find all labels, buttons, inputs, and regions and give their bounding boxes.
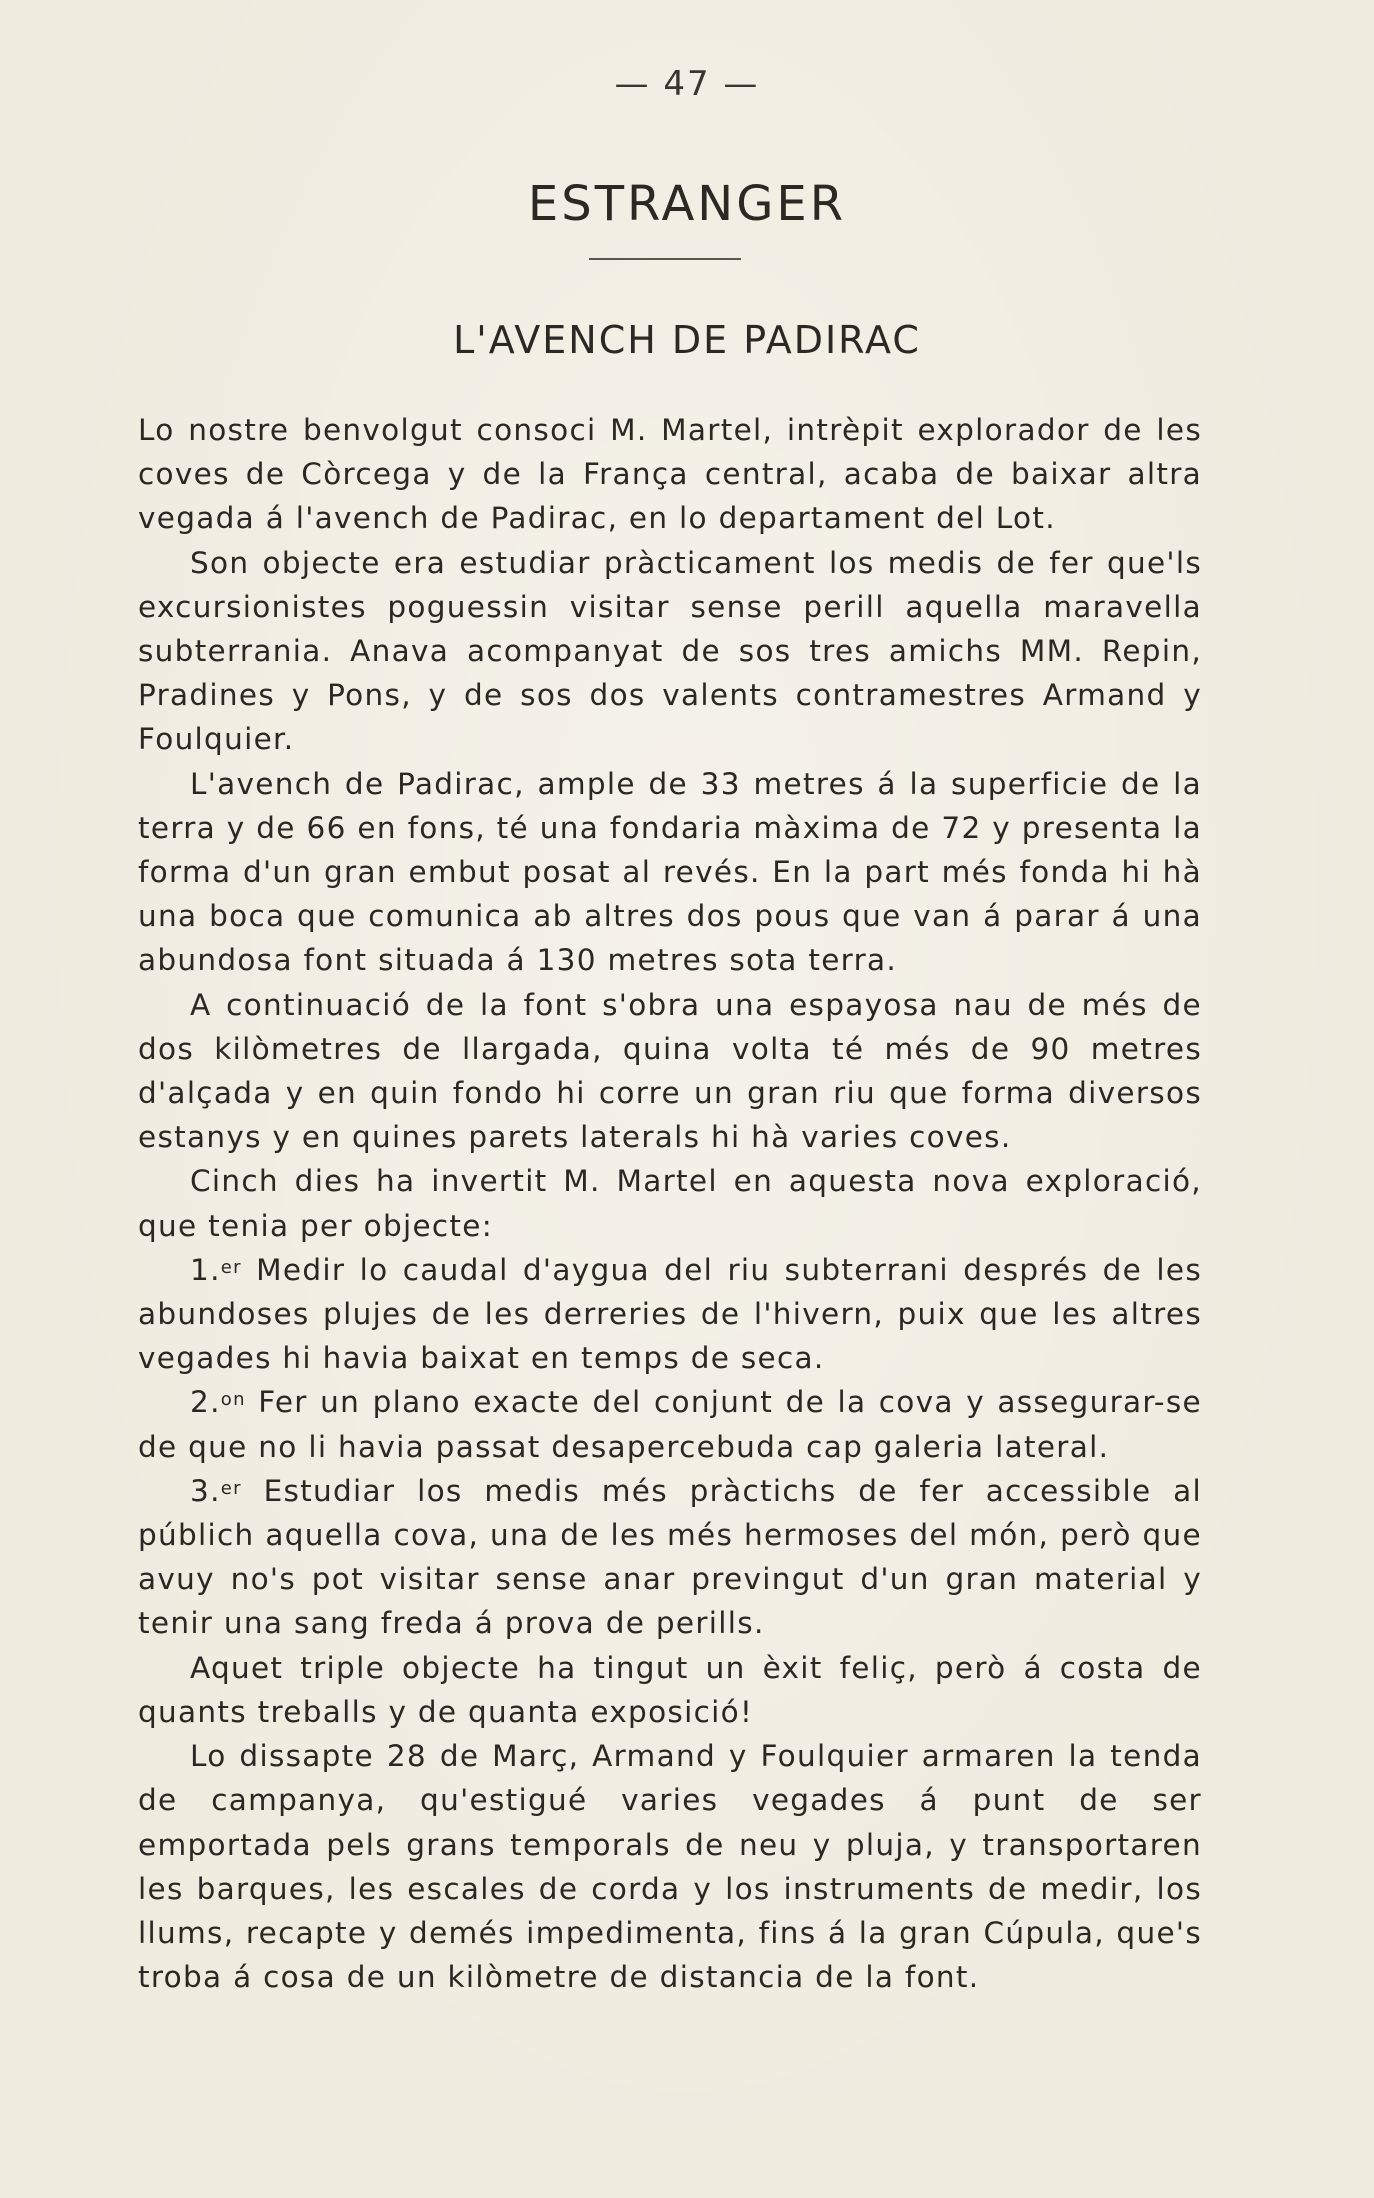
list-item-text: Fer un plano exacte del conjunt de la cova y assegurar-se de que no li havia passat desapercebuda cap galeria lateral. [138, 1385, 1202, 1464]
article-title: L'AVENCH DE PADIRAC [453, 318, 921, 362]
divider-rule [589, 258, 741, 260]
paragraph-1: Lo nostre benvolgut consoci M. Martel, intrèpit explorador de les coves de Còrcega y de la França central, acaba de baixar altra vegada á l'avench de Padirac, en lo departament del Lot. [138, 413, 1202, 536]
paragraph-3: L'avench de Padirac, ample de 33 metres á la superficie de la terra y de 66 en fons, té una fondaria màxima de 72 y presenta la forma d'un gran embut posat al revés. En la part més fonda hi hà una boca que comunica ab altres dos pous que van á parar á una abundosa font situada á 130 metres sota terra. [138, 766, 1202, 978]
paragraph-2: Son objecte era estudiar pràcticament los medis de fer que'ls excursionistes poguessin visitar sense perill aquella maravella subterrania. Anava acompanyat de sos tres amichs MM. Repin, Pradines y Pons, y de sos dos valents contramestres Armand y Foulquier. [138, 545, 1202, 757]
article-body [138, 408, 1202, 1999]
paragraph-5: Cinch dies ha invertit M. Martel en aquesta nova exploració, que tenia per objecte: [138, 1164, 1202, 1243]
list-item-number: 3.$^{er}$ [190, 1473, 242, 1508]
list-item-3 [138, 1469, 1202, 1646]
list-item-text: Estudiar los medis més pràctichs de fer accessible al públich aquella cova, una de les més hermoses del món, però que avuy no's pot visitar sense anar previngut d'un gran material y tenir una sang freda á prova de perills. [138, 1473, 1202, 1641]
section-heading: ESTRANGER [527, 176, 847, 232]
page-number: — 47 — [614, 64, 760, 104]
paragraph-4: A continuació de la font s'obra una espayosa nau de més de dos kilòmetres de llargada, quina volta té més de 90 metres d'alçada y en quin fondo hi corre un gran riu que forma diversos estanys y en quines parets laterals hi hà varies coves. [138, 987, 1202, 1155]
paragraph-7: Lo dissapte 28 de Març, Armand y Foulquier armaren la tenda de campanya, qu'estigué varies vegades á punt de ser emportada pels grans temporals de neu y pluja, y transportaren les barques, les escales de corda y los instruments de medir, los llums, recapte y demés impedimenta, fins á la gran Cúpula, que's troba á cosa de un kilòmetre de distancia de la font. [138, 1739, 1202, 1995]
list-item-number: 2.$^{on}$ [190, 1385, 246, 1420]
list-item-number: 1.$^{er}$ [190, 1252, 242, 1287]
list-item-text: Medir lo caudal d'aygua del riu subterrani després de les abundoses plujes de les derreries de l'hivern, puix que les altres vegades hi havia baixat en temps de seca. [138, 1252, 1203, 1376]
list-item-2 [138, 1380, 1202, 1468]
paragraph-6: Aquet triple objecte ha tingut un èxit feliç, però á costa de quants treballs y de quanta exposició! [138, 1650, 1202, 1729]
list-item-1 [138, 1248, 1202, 1381]
